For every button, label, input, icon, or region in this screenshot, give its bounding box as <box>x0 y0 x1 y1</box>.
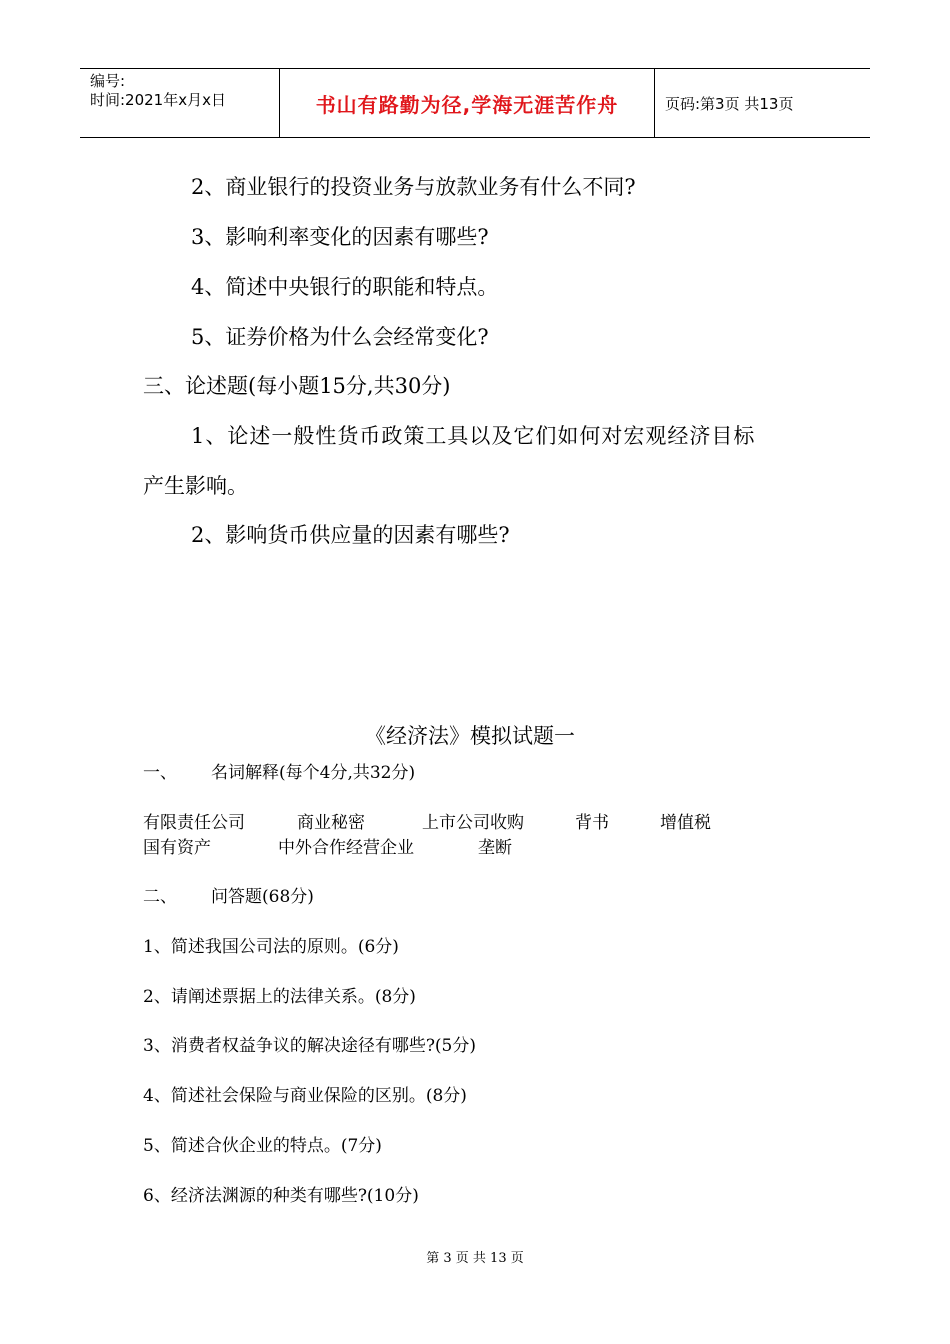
exam-title: 《经济法》模拟试题一 <box>365 724 575 748</box>
header-page-number: 页码:第3页 共13页 <box>665 94 794 113</box>
header-meta <box>80 69 280 137</box>
banking-question-2: 2、商业银行的投资业务与放款业务有什么不同? <box>191 175 636 199</box>
exam-question-2: 2、请阐述票据上的法律关系。(8分) <box>143 987 416 1007</box>
section1-number: 一、 <box>143 763 177 783</box>
term-item: 上市公司收购 <box>422 813 524 833</box>
term-item: 国有资产 <box>143 838 211 858</box>
section1-heading: 名词解释(每个4分,共32分) <box>211 763 416 783</box>
term-item: 有限责任公司 <box>143 813 245 833</box>
essay-question-1-line2: 产生影响。 <box>143 474 248 498</box>
term-item: 增值税 <box>660 813 711 833</box>
banking-question-3: 3、影响利率变化的因素有哪些? <box>191 225 489 249</box>
section2-heading: 问答题(68分) <box>211 887 314 907</box>
essay-question-1-line1: 1、论述一般性货币政策工具以及它们如何对宏观经济目标 <box>191 424 756 448</box>
term-item: 中外合作经营企业 <box>278 838 414 858</box>
exam-question-4: 4、简述社会保险与商业保险的区别。(8分) <box>143 1086 467 1106</box>
page-header <box>80 68 870 138</box>
header-number: 编号: <box>90 72 126 90</box>
page-footer: 第 3 页 共 13 页 <box>426 1251 524 1266</box>
essay-section-heading: 三、论述题(每小题15分,共30分) <box>143 374 451 398</box>
exam-question-5: 5、简述合伙企业的特点。(7分) <box>143 1136 382 1156</box>
term-item: 垄断 <box>478 838 512 858</box>
section2-number: 二、 <box>143 887 177 907</box>
header-motto: 书山有路勤为径,学海无涯苦作舟 <box>280 69 655 137</box>
exam-question-6: 6、经济法渊源的种类有哪些?(10分) <box>143 1186 419 1206</box>
essay-question-2: 2、影响货币供应量的因素有哪些? <box>191 523 510 547</box>
exam-question-3: 3、消费者权益争议的解决途径有哪些?(5分) <box>143 1036 477 1056</box>
exam-question-1: 1、简述我国公司法的原则。(6分) <box>143 937 399 957</box>
term-item: 商业秘密 <box>297 813 365 833</box>
header-time: 时间:2021年x月x日 <box>90 91 226 109</box>
banking-question-4: 4、简述中央银行的职能和特点。 <box>191 275 499 299</box>
banking-question-5: 5、证券价格为什么会经常变化? <box>191 325 489 349</box>
term-item: 背书 <box>575 813 609 833</box>
